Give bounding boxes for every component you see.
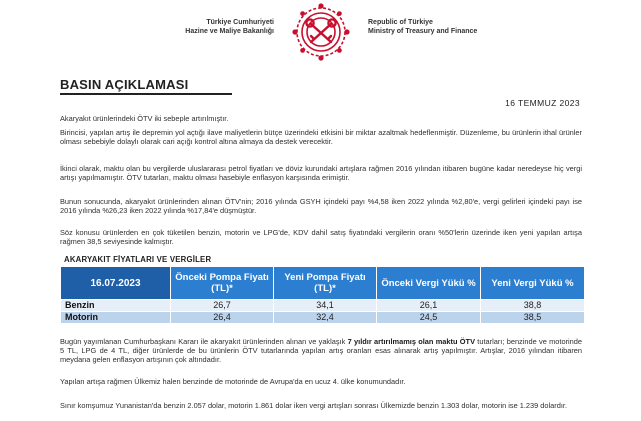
letterhead	[0, 0, 641, 66]
fuel-price-tax-table	[60, 266, 585, 324]
cell-value: 24,5	[377, 312, 481, 324]
table-row	[61, 312, 585, 324]
paragraph-7: Yapılan artışa rağmen Ülkemiz halen benzinde de motorinde de Avrupa'da en ucuz 4. ülke konumundadır.	[60, 377, 406, 386]
paragraph-1: Akaryakıt ürünlerindeki ÖTV iki sebeple artırılmıştır.	[60, 114, 229, 123]
table-date-header: 16.07.2023	[61, 267, 171, 300]
cell-value: 38,8	[481, 300, 585, 312]
paragraph-4: Bunun sonucunda, akaryakıt ürünlerinden alınan ÖTV'nin; 2016 yılında GSYH içindeki payı %4,58 iken 2022 yılında %2,80'e, vergi gelirleri içindeki payı ise 2016 yılında %26,23 iken 2022 yılında %17,84'e düşmüştür.	[60, 197, 582, 216]
paragraph-3: İkinci olarak, maktu olan bu vergilerde uluslararası petrol fiyatları ve döviz kurundaki artışlara rağmen 2016 yılından itibaren bugüne kadar neredeyse hiç vergi artışı yapılmamıştır. ÖTV tutarları, maktu olması hasebiyle enflasyon karşısında erimiştir.	[60, 164, 582, 183]
page-title: BASIN AÇIKLAMASI	[60, 77, 189, 92]
col-new-tax-burden: Yeni Vergi Yükü %	[481, 267, 585, 300]
ministry-key-seal-logo-icon	[286, 2, 356, 62]
paragraph-6: Bugün yayımlanan Cumhurbaşkanı Kararı ile akaryakıt ürünlerinden alınan ve yaklaşık 7 yıldır artırılmamış olan maktu ÖTV tutarları; benzinde ve motorinde 5 TL, LPG de 4 TL, diğer ürünlerde de bu ürünlerin ÖTV tutarlarında yapılan artış oranları esas alınarak artış yapılmıştır. Artışlar, 2016 yılından itibaren meydana gelen enflasyon artışının çok altındadır.	[60, 337, 583, 365]
table-row	[61, 300, 585, 312]
cell-value: 34,1	[274, 300, 377, 312]
cell-value: 26,7	[171, 300, 274, 312]
col-previous-pump-price: Önceki Pompa Fiyatı (TL)*	[171, 267, 274, 300]
row-label: Motorin	[61, 312, 171, 324]
col-new-pump-price: Yeni Pompa Fiyatı (TL)*	[274, 267, 377, 300]
cell-value: 26,4	[171, 312, 274, 324]
cell-value: 38,5	[481, 312, 585, 324]
paragraph-2: Birincisi, yapılan artış ile depremin yol açtığı ilave maliyetlerin bütçe üzerindeki etkisini bir miktar azaltmak hedeflenmiştir. Düzenleme, bu ürünlerin ithal ürünler olması sebebiyle dolaylı olarak cari açığı kontrol altına almaya da destek verecektir.	[60, 128, 582, 147]
col-previous-tax-burden: Önceki Vergi Yükü %	[377, 267, 481, 300]
table-heading: AKARYAKIT FİYATLARI VE VERGİLER	[64, 255, 212, 264]
paragraph-8: Sınır komşumuz Yunanistan'da benzin 2.057 dolar, motorin 1.861 dolar iken vergi artışları sonrası Ülkemizde benzin 1.303 dolar, motorin ise 1.239 dolardır.	[60, 401, 567, 410]
paragraph-5: Söz konusu ürünlerden en çok tüketilen benzin, motorin ve LPG'de, KDV dahil satış fiyatındaki vergilerin oranı %50'lerin üzerinde iken yeni yapılan artışa rağmen 38,5 seviyesinde kalmıştır.	[60, 228, 582, 247]
ministry-name-turkish: Türkiye Cumhuriyeti Hazine ve Maliye Bakanlığı	[185, 19, 274, 35]
emphasis-text: 7 yıldır artırılmamış olan maktu ÖTV	[347, 337, 475, 346]
row-label: Benzin	[61, 300, 171, 312]
ministry-name-english: Republic of Türkiye Ministry of Treasury and Finance	[368, 19, 478, 35]
cell-value: 26,1	[377, 300, 481, 312]
release-date: 16 TEMMUZ 2023	[505, 98, 580, 108]
cell-value: 32,4	[274, 312, 377, 324]
title-underline	[60, 93, 232, 95]
